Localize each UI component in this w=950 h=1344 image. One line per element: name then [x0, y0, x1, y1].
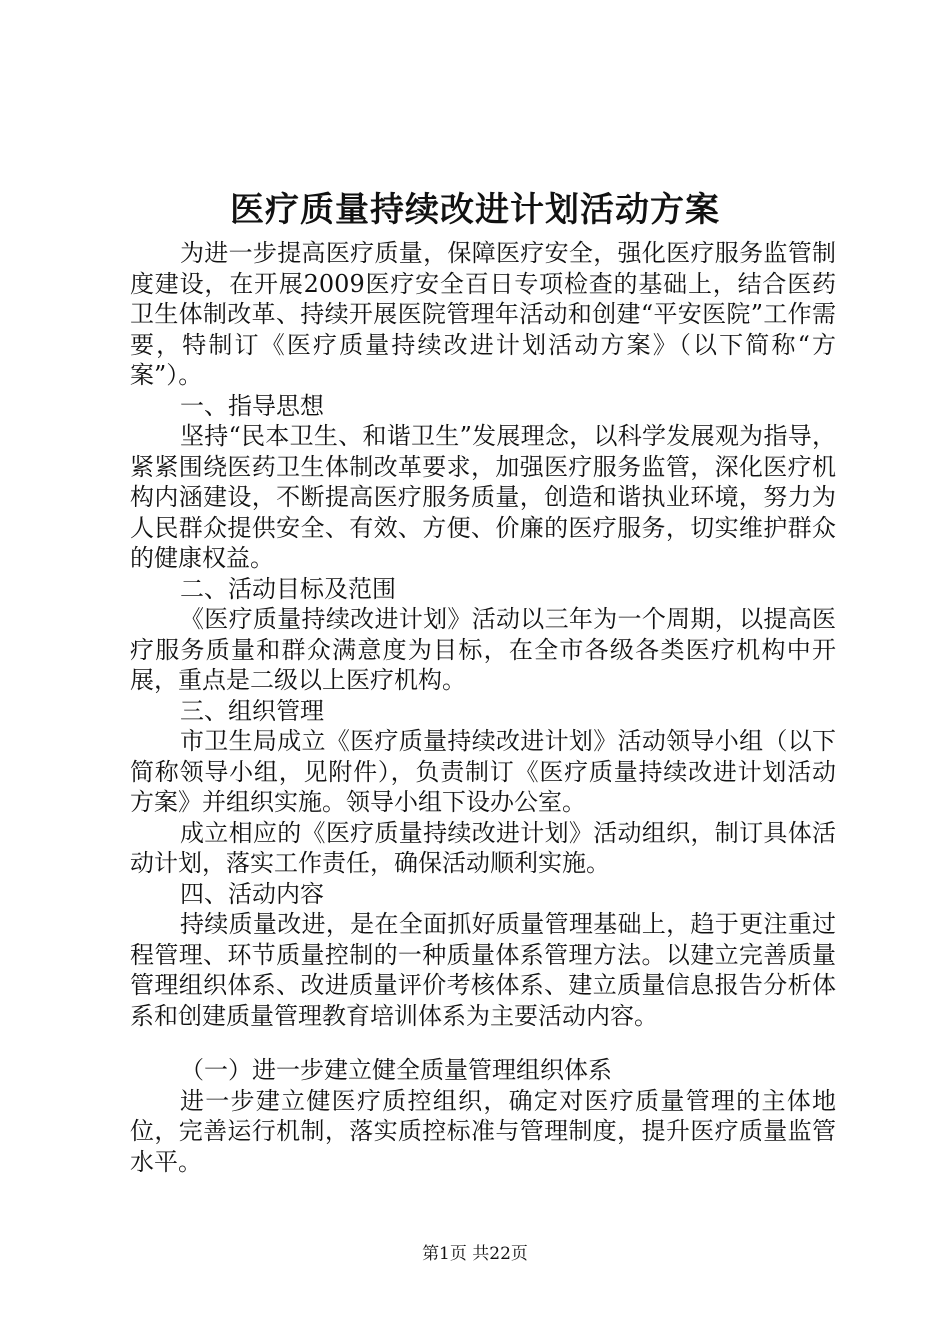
section-heading-organization: 三、组织管理 [180, 696, 324, 725]
document-title: 医疗质量持续改进计划活动方案 [230, 190, 720, 230]
intro-paragraph: 为进一步提高医疗质量，保障医疗安全，强化医疗服务监管制度建设，在开展2009医疗安全百日专项检查的基础上，结合医药卫生体制改革、持续开展医院管理年活动和创建“平安医院”工作需要，特制订《医疗质量持续改进计划活动方案》（以下简称“方案”）。 [130, 239, 836, 389]
goals-scope-paragraph: 《医疗质量持续改进计划》活动以三年为一个周期，以提高医疗服务质量和群众满意度为目标，在全市各级各类医疗机构中开展，重点是二级以上医疗机构。 [130, 605, 836, 694]
subsection-heading-1: （一）进一步建立健全质量管理组织体系 [180, 1056, 612, 1084]
section-heading-goals-scope: 二、活动目标及范围 [180, 574, 396, 603]
guiding-ideology-paragraph: 坚持“民本卫生、和谐卫生”发展理念，以科学发展观为指导，紧紧围绕医药卫生体制改革要求，加强医疗服务监管，深化医疗机构内涵建设，不断提高医疗服务质量，创造和谐执业环境，努力为人民群众提供安全、有效、方便、价廉的医疗服务，切实维护群众的健康权益。 [130, 422, 836, 572]
organization-paragraph-2: 成立相应的《医疗质量持续改进计划》活动组织，制订具体活动计划，落实工作责任，确保活动顺利实施。 [130, 818, 836, 877]
organization-paragraph-1: 市卫生局成立《医疗质量持续改进计划》活动领导小组（以下简称领导小组，见附件），负责制订《医疗质量持续改进计划活动方案》并组织实施。领导小组下设办公室。 [130, 727, 836, 816]
page-footer: 第1页 共22页 [422, 1244, 528, 1264]
document-body [130, 238, 836, 1177]
section-heading-guiding-ideology: 一、指导思想 [180, 391, 324, 420]
subsection-1-paragraph: 进一步建立健医疗质控组织，确定对医疗质量管理的主体地位，完善运行机制，落实质控标准与管理制度，提升医疗质量监管水平。 [130, 1086, 836, 1176]
activity-content-paragraph: 持续质量改进，是在全面抓好质量管理基础上，趋于更注重过程管理、环节质量控制的一种质量体系管理方法。以建立完善质量管理组织体系、改进质量评价考核体系、建立质量信息报告分析体系和创建质量管理教育培训体系为主要活动内容。 [130, 910, 836, 1030]
section-heading-activity-content: 四、活动内容 [180, 879, 324, 908]
